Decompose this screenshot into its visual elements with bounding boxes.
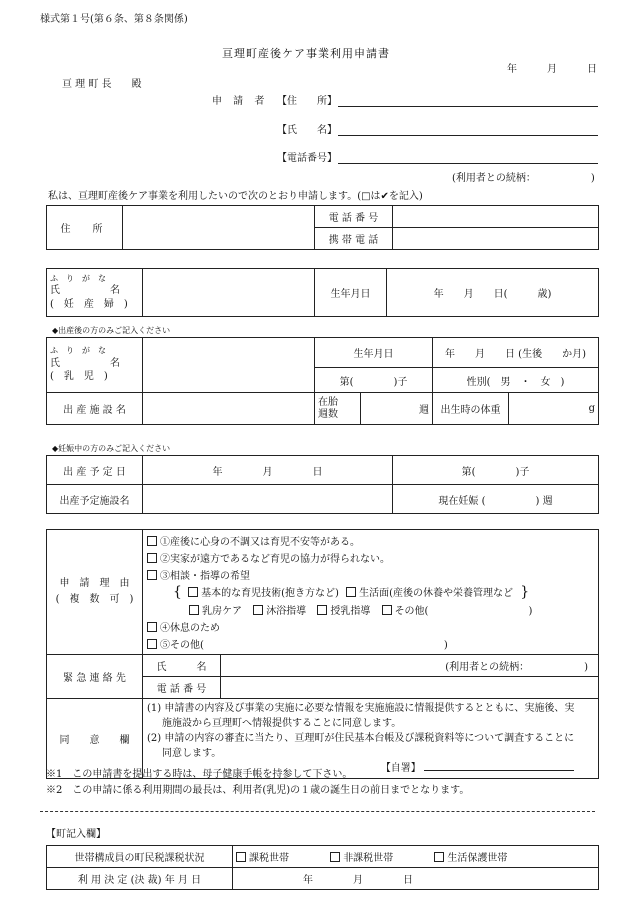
reason-options	[143, 530, 599, 655]
intro-text: 私は、亘理町産後ケア事業を利用したいので次のとおり申請します。(□は✔を記入)	[48, 191, 423, 202]
emergency-tel-cell[interactable]	[221, 677, 599, 699]
mother-label	[47, 269, 143, 317]
emergency-label: 緊 急 連 絡 先	[47, 655, 143, 699]
emergency-tel-label: 電 話 番 号	[143, 677, 221, 699]
applicant-relation[interactable]: (利用者との続柄： )	[452, 173, 595, 184]
infant-table	[46, 337, 599, 425]
cut-line	[40, 811, 595, 812]
applicant-name-field[interactable]	[338, 135, 598, 136]
consent-1b: 施施設から亘理町へ情報提供することに同意します。	[162, 718, 402, 729]
gestation-cell[interactable]: 週	[361, 393, 433, 425]
form-title: 亘理町産後ケア事業利用申請書	[222, 47, 390, 60]
reason-4-checkbox[interactable]	[147, 622, 157, 632]
consent-1: (1) 申請書の内容及び事業の実施に必要な情報を実施施設に情報提供するとともに、実施後、実	[147, 703, 575, 714]
emergency-name-cell[interactable]: (利用者との続柄： )	[221, 655, 599, 677]
welfare-text: 生活保護世帯	[447, 853, 508, 864]
decision-date-label: 利 用 決 定 (決 裁) 年 月 日	[47, 868, 233, 890]
applicant-name-label: 【氏 名】	[277, 125, 337, 136]
mother-name-cell[interactable]	[143, 269, 315, 317]
office-use-table	[46, 845, 599, 890]
mother-table	[46, 268, 599, 317]
reason-label-sub: ( 複 数 可 )	[55, 594, 134, 605]
note-1: ※1 この申請書を提出する時は、母子健康手帳を持参して下さい。	[46, 769, 353, 780]
reason-3b-text: 生活面(産後の休養や栄養管理など	[359, 588, 514, 599]
reason-3d-text: 沐浴指導	[266, 606, 307, 617]
reason-3c-text: 乳房ケア	[202, 606, 242, 617]
reason-1-text: ①産後に心身の不調又は育児不安等がある。	[160, 537, 360, 548]
reason-3c-checkbox[interactable]	[189, 605, 199, 615]
due-date-cell[interactable]: 年 月 日	[143, 456, 393, 485]
date-field[interactable]: 年 月 日	[507, 64, 597, 75]
infant-dob-cell[interactable]: 年 月 日 (生後 か月)	[433, 338, 599, 368]
form-number: 様式第１号(第６条、第８条関係)	[40, 14, 188, 25]
infant-furigana-label: ふ り が な	[50, 346, 106, 356]
reason-2[interactable]	[147, 549, 594, 566]
mother-furigana-label: ふ り が な	[50, 273, 106, 283]
reason-label	[47, 530, 143, 655]
brace-right: }	[520, 584, 530, 600]
planned-facility-label: 出産予定施設名	[47, 485, 143, 514]
non-tax-text: 非課税世帯	[343, 853, 394, 864]
reason-3e-checkbox[interactable]	[317, 605, 327, 615]
birth-weight-label: 出生時の体重	[433, 393, 509, 425]
consent-label: 同 意 欄	[47, 699, 143, 779]
mother-dob-label: 生年月日	[315, 269, 387, 317]
reason-3d-checkbox[interactable]	[253, 605, 263, 615]
gestation-label: 在胎 週数	[315, 393, 361, 425]
consent-cell	[143, 699, 599, 779]
applicant-address-label: 【住 所】	[277, 96, 337, 107]
infant-sex-cell[interactable]: 性別( 男 ・ 女 )	[433, 368, 599, 393]
reason-3f-checkbox[interactable]	[382, 605, 392, 615]
mobile-label: 携 帯 電 話	[315, 228, 393, 250]
mother-dob-cell[interactable]: 年 月 日( 歳)	[387, 269, 599, 317]
tel-cell[interactable]	[393, 206, 599, 228]
birth-facility-label: 出 産 施 設 名	[47, 393, 143, 425]
pregnancy-table	[46, 455, 599, 514]
addressee: 亘 理 町 長 殿	[62, 79, 142, 90]
mother-role-label: ( 妊 産 婦 )	[50, 298, 128, 310]
reason-5-text: ⑤その他( )	[160, 640, 448, 651]
reason-3[interactable]	[147, 566, 594, 583]
reason-3-sub-row2	[147, 601, 594, 618]
birth-facility-cell[interactable]	[143, 393, 315, 425]
decision-date-cell[interactable]: 年 月 日	[233, 868, 599, 890]
reason-5[interactable]	[147, 635, 594, 652]
applicant-label: 申 請 者	[212, 96, 269, 107]
tax-status-label: 世帯構成員の町民税課税状況	[47, 846, 233, 868]
infant-dob-label: 生年月日	[315, 338, 433, 368]
reason-3a-text: 基本的な育児技術(抱き方など)	[201, 588, 339, 599]
reason-label-text: 申 請 理 由	[59, 578, 130, 589]
non-tax-checkbox[interactable]	[330, 852, 340, 862]
reason-3f-text: その他( )	[394, 606, 533, 617]
office-use-title: 【町記入欄】	[46, 829, 106, 840]
consent-2b: 同意します。	[162, 748, 222, 759]
pregnancy-weeks-cell[interactable]: 現在妊娠 ( ) 週	[393, 485, 599, 514]
reason-3-sub-row1	[147, 583, 594, 601]
tax-status-options	[233, 846, 599, 868]
mobile-cell[interactable]	[393, 228, 599, 250]
reason-3b-checkbox[interactable]	[346, 587, 356, 597]
reason-2-text: ②実家が遠方であるなど育児の協力が得られない。	[160, 554, 390, 565]
note-after-birth: ◆出産後の方のみご記入ください	[52, 326, 171, 335]
tel-label: 電 話 番 号	[315, 206, 393, 228]
infant-name-label: 氏 名	[50, 357, 120, 369]
infant-name-cell[interactable]	[143, 338, 315, 393]
welfare-checkbox[interactable]	[434, 852, 444, 862]
reason-2-checkbox[interactable]	[147, 553, 157, 563]
reason-3-checkbox[interactable]	[147, 570, 157, 580]
reason-table	[46, 529, 599, 779]
consent-2: (2) 申請の内容の審査に当たり、亘理町が住民基本台帳及び課税資料等について調査することに	[147, 733, 575, 744]
due-date-label: 出 産 予 定 日	[47, 456, 143, 485]
note-pregnant: ◆妊娠中の方のみご記入ください	[52, 444, 171, 453]
tax-checkbox[interactable]	[236, 852, 246, 862]
signature-label: 【自署】	[380, 763, 421, 774]
infant-label	[47, 338, 143, 393]
address-cell[interactable]	[123, 206, 315, 250]
reason-4[interactable]	[147, 618, 594, 635]
reason-3a-checkbox[interactable]	[188, 587, 198, 597]
reason-1[interactable]	[147, 532, 594, 549]
emergency-name-label: 氏 名	[143, 655, 221, 677]
note-2: ※2 この申請に係る利用期間の最長は、利用者(乳児)の１歳の誕生日の前日までとなります。	[46, 785, 470, 796]
reason-5-checkbox[interactable]	[147, 639, 157, 649]
reason-4-text: ④休息のため	[160, 623, 220, 634]
pregnancy-order-cell[interactable]: 第( )子	[393, 456, 599, 485]
reason-3-text: ③相談・指導の希望	[160, 571, 250, 582]
applicant-address-field[interactable]	[338, 106, 598, 107]
applicant-phone-label: 【電話番号】	[277, 153, 337, 164]
signature-field[interactable]	[424, 761, 574, 771]
mother-name-label: 氏 名	[50, 285, 120, 297]
address-label: 住 所	[47, 206, 123, 250]
tax-text: 課税世帯	[249, 853, 289, 864]
infant-order-cell[interactable]: 第( )子	[315, 368, 433, 393]
infant-role-label: ( 乳 児 )	[50, 371, 108, 383]
planned-facility-cell[interactable]	[143, 485, 393, 514]
reason-1-checkbox[interactable]	[147, 536, 157, 546]
address-table	[46, 205, 599, 250]
brace-left: {	[173, 584, 182, 600]
applicant-phone-field[interactable]	[338, 163, 598, 164]
reason-3e-text: 授乳指導	[330, 606, 371, 617]
birth-weight-cell[interactable]: g	[509, 393, 599, 425]
